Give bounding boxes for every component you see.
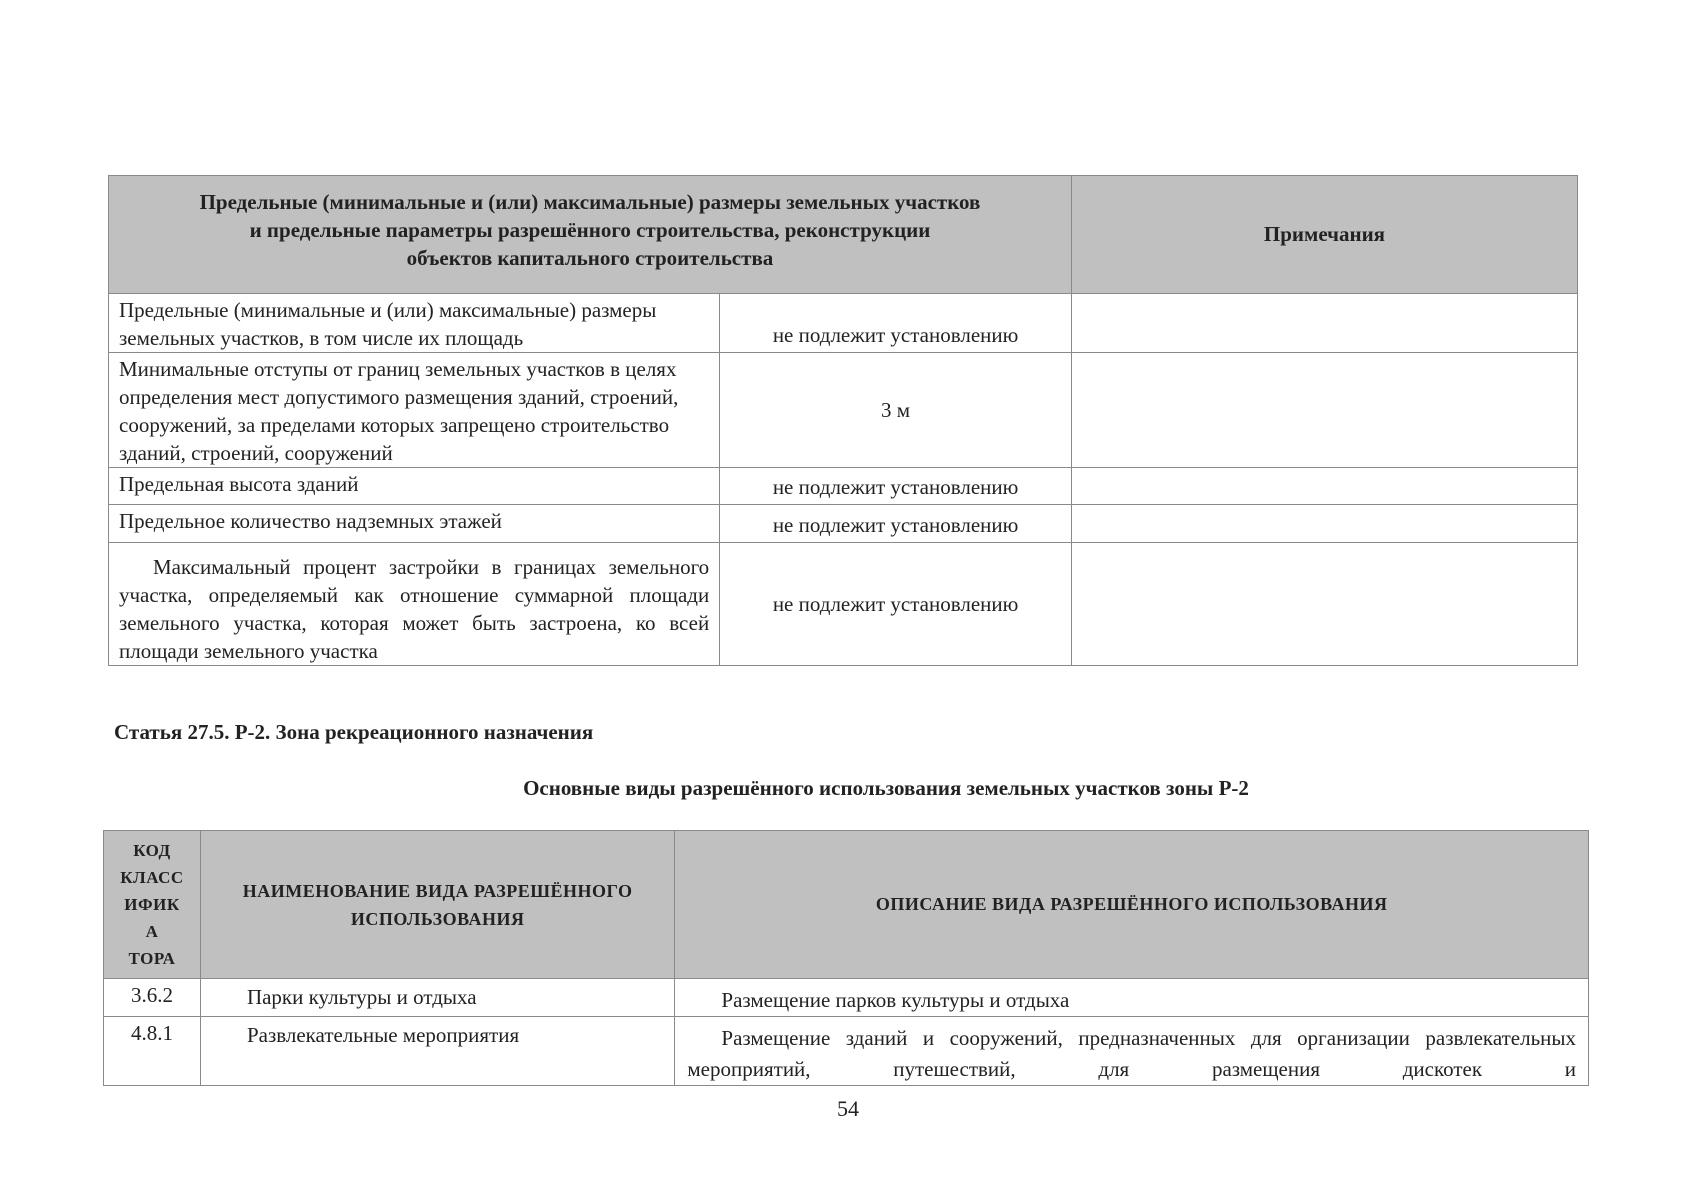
- header-description: ОПИСАНИЕ ВИДА РАЗРЕШЁННОГО ИСПОЛЬЗОВАНИЯ: [675, 831, 1589, 979]
- header-line: объектов капитального строительства: [406, 246, 774, 270]
- header-line: ТОРА: [128, 949, 176, 968]
- table-row: [109, 353, 1578, 468]
- value-cell: не подлежит установлению: [720, 543, 1072, 666]
- code-cell: 3.6.2: [104, 979, 201, 1017]
- note-cell: [1071, 543, 1577, 666]
- limits-table-header-parameters: [109, 176, 1072, 294]
- value-cell: не подлежит установлению: [720, 505, 1072, 543]
- name-cell: Парки культуры и отдыха: [200, 979, 674, 1017]
- header-line: А: [145, 922, 159, 941]
- header-line: КОД: [133, 841, 171, 860]
- value-cell: не подлежит установлению: [720, 294, 1072, 353]
- header-line: КЛАСС: [120, 868, 184, 887]
- limits-table: [108, 175, 1578, 666]
- table-row: [109, 468, 1578, 505]
- header-line: Предельные (минимальные и (или) максимальные) размеры земельных участков: [199, 190, 981, 214]
- parameter-cell: Максимальный процент застройки в границах земельного участка, определяемый как отношение суммарной площади земельного участка, которая может быть застроена, ко всей площади земельного участка: [109, 543, 720, 666]
- description-cell: Размещение зданий и сооружений, предназначенных для организации развлекательных мероприятий, путешествий, для размещения дискотек и: [675, 1017, 1589, 1086]
- limits-table-header-notes: Примечания: [1071, 176, 1577, 294]
- table-row: [104, 979, 1589, 1017]
- header-name: [200, 831, 674, 979]
- header-line: ИФИК: [124, 895, 180, 914]
- table-caption: Основные виды разрешённого использования земельных участков зоны Р-2: [523, 776, 1249, 800]
- name-cell: Развлекательные мероприятия: [200, 1017, 674, 1086]
- note-cell: [1071, 505, 1577, 543]
- code-cell: 4.8.1: [104, 1017, 201, 1086]
- header-line: ИСПОЛЬЗОВАНИЯ: [350, 908, 525, 929]
- parameter-cell: Предельная высота зданий: [109, 468, 720, 505]
- note-cell: [1071, 468, 1577, 505]
- page-number: 54: [837, 1096, 859, 1121]
- parameter-cell: Минимальные отступы от границ земельных участков в целях определения мест допустимого размещения зданий, строений, сооружений, за пределами которых запрещено строительство зданий, строений, сооружений: [109, 353, 720, 468]
- header-line: и предельные параметры разрешённого строительства, реконструкции: [249, 218, 931, 242]
- note-cell: [1071, 294, 1577, 353]
- table-row: [109, 543, 1578, 666]
- value-cell: не подлежит установлению: [720, 468, 1072, 505]
- table-row: [109, 294, 1578, 353]
- description-cell: Размещение парков культуры и отдыха: [675, 979, 1589, 1017]
- article-title: Статья 27.5. Р-2. Зона рекреационного назначения: [114, 720, 594, 744]
- table-row: [109, 505, 1578, 543]
- table-row: [104, 1017, 1589, 1086]
- permitted-use-table: [103, 830, 1589, 1086]
- parameter-cell: Предельные (минимальные и (или) максимальные) размеры земельных участков, в том числе их площадь: [109, 294, 720, 353]
- header-line: НАИМЕНОВАНИЕ ВИДА РАЗРЕШЁННОГО: [242, 880, 633, 901]
- value-cell: 3 м: [720, 353, 1072, 468]
- parameter-cell: Предельное количество надземных этажей: [109, 505, 720, 543]
- note-cell: [1071, 353, 1577, 468]
- header-code: [104, 831, 201, 979]
